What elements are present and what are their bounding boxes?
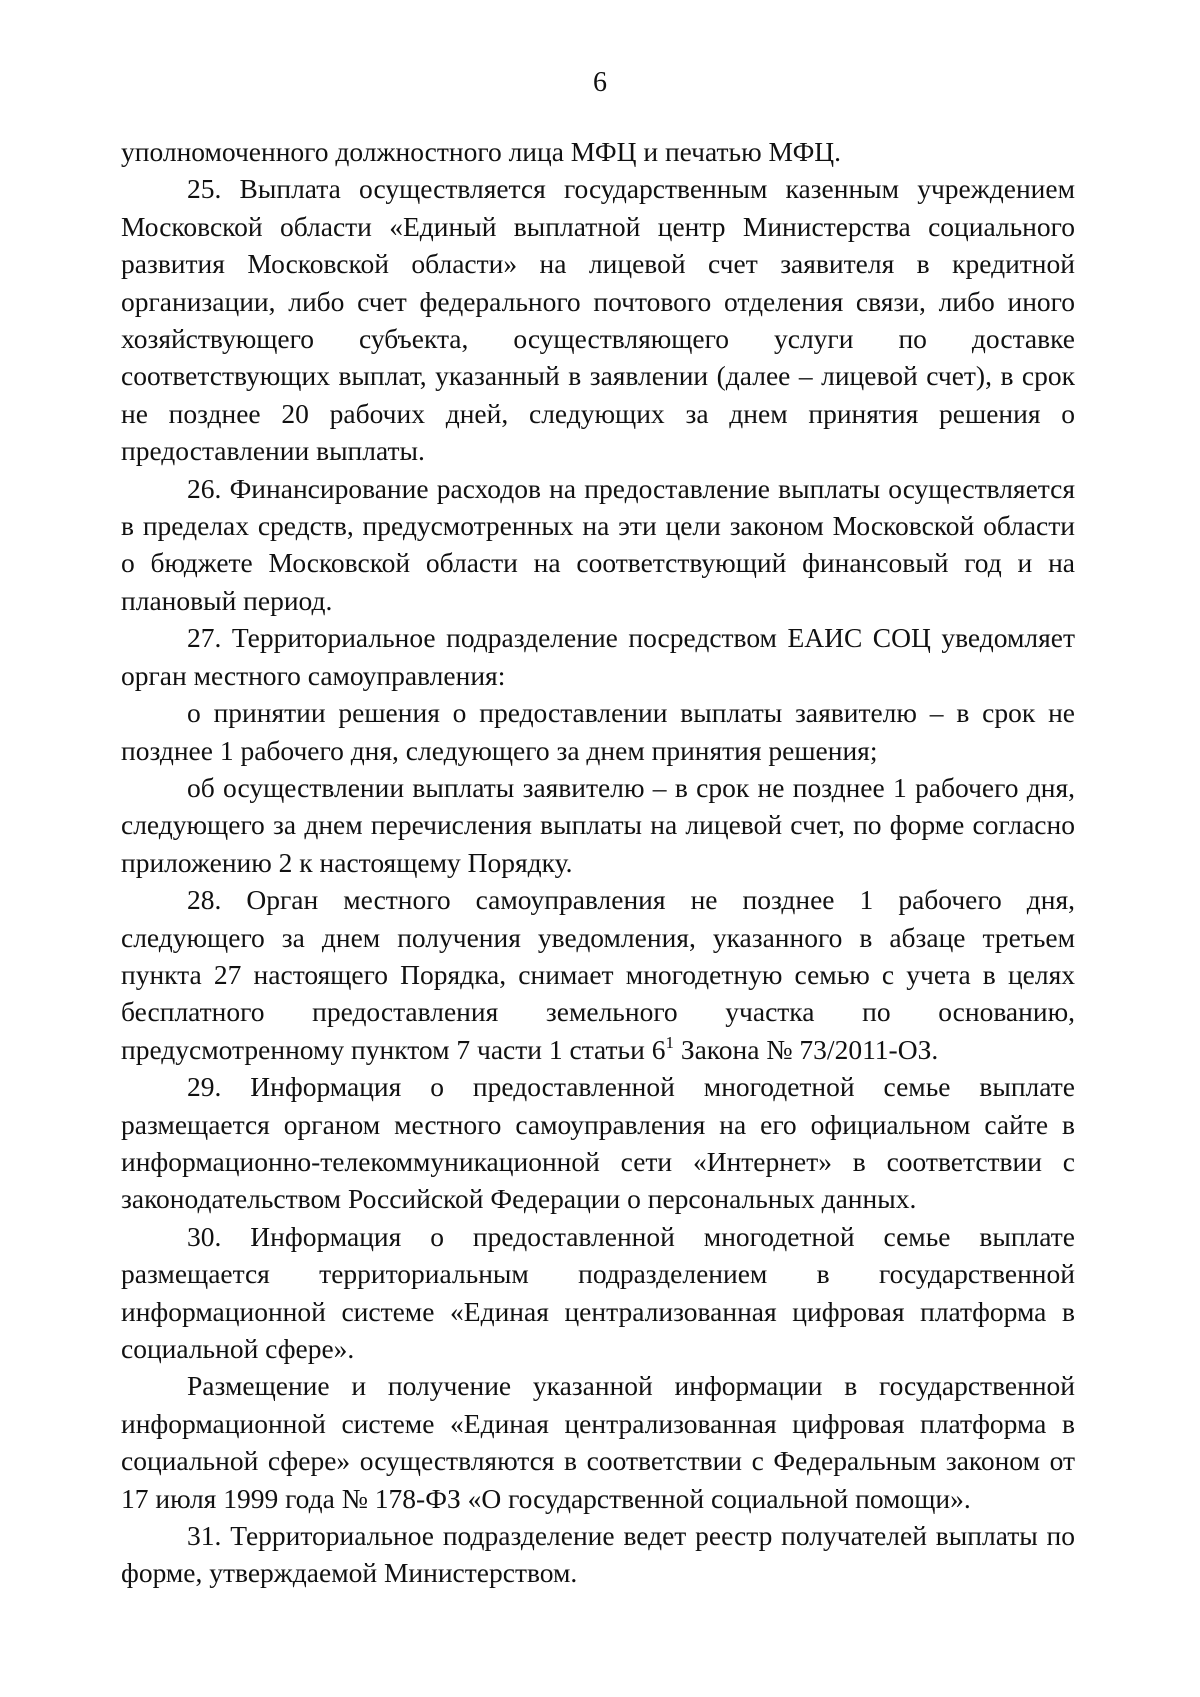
paragraph-26: 26. Финансирование расходов на предоставление выплаты осуществляется в пределах средств, предусмотренных на эти цели законом Московской области о бюджете Московской области на соответствующий финансовый год и на плановый период. bbox=[121, 472, 1075, 616]
article-superscript: 1 bbox=[665, 1032, 674, 1052]
paragraph-29: 29. Информация о предоставленной многодетной семье выплате размещается органом местного самоуправления на его официальном сайте в информационно-телекоммуникационной сети «Интернет» в соответствии с законодательством Российской Федерации о персональных данных. bbox=[121, 1071, 1075, 1215]
paragraph-27: 27. Территориальное подразделение посредством ЕАИС СОЦ уведомляет орган местного самоуправления: bbox=[121, 622, 1075, 691]
paragraph-continuation: уполномоченного должностного лица МФЦ и печатью МФЦ. bbox=[121, 136, 842, 167]
paragraph-27-item-decision: о принятии решения о предоставлении выплаты заявителю – в срок не позднее 1 рабочего дня, следующего за днем принятия решения; bbox=[121, 697, 1075, 766]
paragraph-31: 31. Территориальное подразделение ведет реестр получателей выплаты по форме, утверждаемой Министерством. bbox=[121, 1520, 1075, 1589]
paragraph-28 bbox=[121, 881, 1075, 1068]
paragraph-28-text-start: 28. Орган местного самоуправления не позднее 1 рабочего дня, следующего за днем получения уведомления, указанного в абзаце третьем пункта 27 настоящего Порядка, снимает многодетную семью с учета в целях бесплатного предоставления земельного участка по основанию, предусмотренному пунктом 7 части 1 статьи 6 bbox=[121, 884, 1075, 1065]
paragraph-28-text-end: Закона № 73/2011-ОЗ. bbox=[673, 1033, 939, 1065]
paragraph-27-item-payment: об осуществлении выплаты заявителю – в срок не позднее 1 рабочего дня, следующего за днем перечисления выплаты на лицевой счет, по форме согласно приложению 2 к настоящему Порядку. bbox=[121, 771, 1075, 878]
document-body bbox=[121, 133, 1075, 1592]
paragraph-25: 25. Выплата осуществляется государственным казенным учреждением Московской области «Единый выплатной центр Министерства социального развития Московской области» на лицевой счет заявителя в кредитной организации, либо счет федерального почтового отделения связи, либо иного хозяйствующего субъекта, осуществляющего услуги по доставке соответствующих выплат, указанный в заявлении (далее – лицевой счет), в срок не позднее 20 рабочих дней, следующих за днем принятия решения о предоставлении выплаты. bbox=[121, 173, 1075, 467]
page-number: 6 bbox=[593, 67, 607, 98]
paragraph-30-continuation: Размещение и получение указанной информации в государственной информационной системе «Единая централизованная цифровая платформа в социальной сфере» осуществляются в соответствии с Федеральным законом от 17 июля 1999 года № 178-ФЗ «О государственной социальной помощи». bbox=[121, 1370, 1075, 1514]
paragraph-30: 30. Информация о предоставленной многодетной семье выплате размещается территориальным подразделением в государственной информационной системе «Единая централизованная цифровая платформа в социальной сфере». bbox=[121, 1220, 1075, 1364]
